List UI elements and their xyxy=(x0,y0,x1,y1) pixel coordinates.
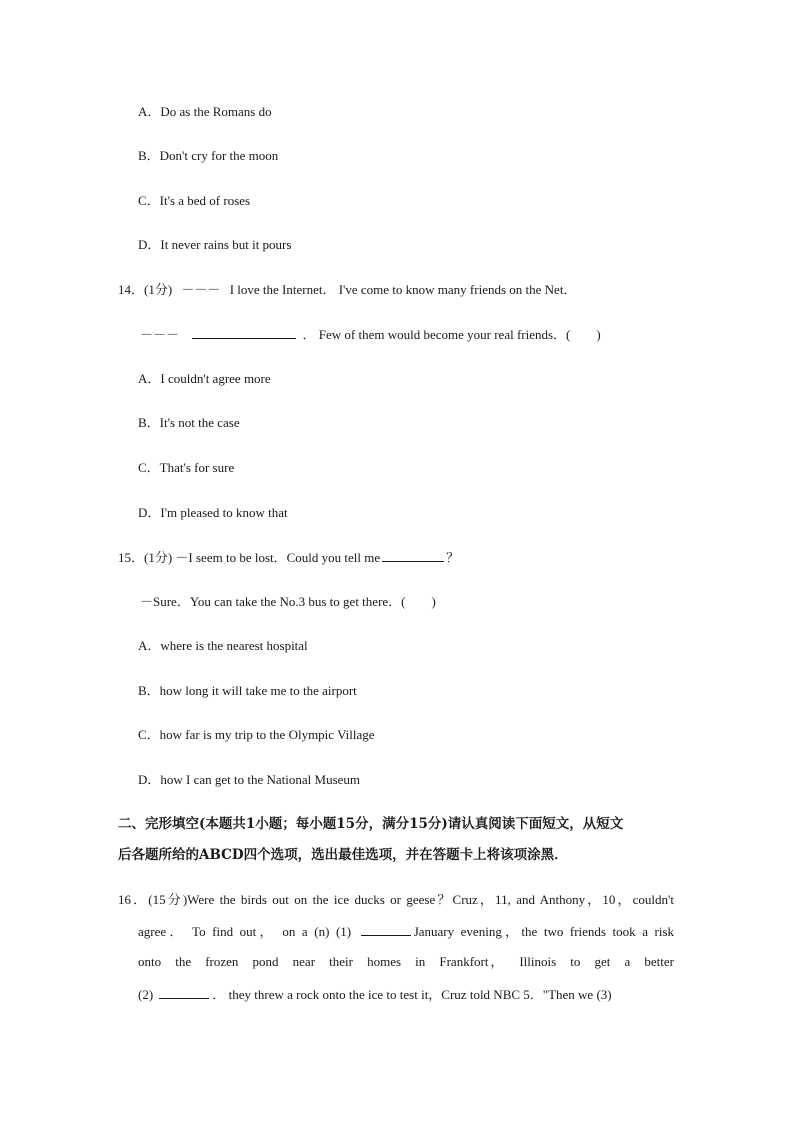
q13-option-a: A．Do as the Romans do xyxy=(138,104,272,119)
section2-heading-line2: 后各题所给的ABCD四个选项，选出最佳选项，并在答题卡上将该项涂黑． xyxy=(118,847,568,863)
q15-option-c: C．how far is my trip to the Olympic Village xyxy=(138,727,375,742)
q14-number: 14．(1分) xyxy=(118,282,173,297)
q15-stem xyxy=(118,548,459,567)
q14-option-b: B．It's not the case xyxy=(138,415,240,430)
q16-line4-end: ． they threw a rock onto the ice to test it，Cruz told NBC 5．"Then we (3) xyxy=(212,987,612,1002)
q14-response xyxy=(140,325,601,344)
q15-option-a: A．where is the nearest hospital xyxy=(138,638,308,653)
q14-dash: －－－ xyxy=(181,282,221,297)
q16-line2-start: agree． To find out， on a (n) (1) xyxy=(138,924,352,939)
section2-heading-line1: 二、完形填空(本题共1小题；每小题15分，满分15分)请认真阅读下面短文，从短文 xyxy=(118,816,624,832)
q15-stem-text: －I seem to be lost．Could you tell me xyxy=(175,550,381,565)
q14-stem-text: I love the Internet． I've come to know many friends on the Net． xyxy=(229,282,577,297)
q14-answer-blank xyxy=(192,325,296,339)
q16-blank-2 xyxy=(159,985,209,999)
q13-option-c: C．It's a bed of roses xyxy=(138,193,251,208)
q14-response-text: ． Few of them would become your real friends．( ) xyxy=(302,327,601,342)
q13-option-d: D．It never rains but it pours xyxy=(138,237,292,252)
q14-stem xyxy=(118,281,576,299)
q16-passage-line2 xyxy=(138,922,674,941)
q16-passage-line3: onto the frozen pond near their homes in Frankfort， Illinois to get a better xyxy=(138,954,674,969)
q14-option-d: D．I'm pleased to know that xyxy=(138,505,288,520)
q15-answer-blank xyxy=(382,548,444,562)
q15-stem-end: ？ xyxy=(446,550,460,565)
q16-blank-1 xyxy=(361,922,411,936)
q16-passage-line4 xyxy=(138,985,674,1004)
q14-response-dash: －－－ xyxy=(140,327,180,342)
q15-number: 15．(1分) xyxy=(118,550,173,565)
q14-option-a: A．I couldn't agree more xyxy=(138,371,271,386)
q13-option-b: B．Don't cry for the moon xyxy=(138,148,279,163)
q14-option-c: C．That's for sure xyxy=(138,460,235,475)
q15-option-b: B．how long it will take me to the airport xyxy=(138,683,357,698)
q16-passage-line1: 16．(15分)Were the birds out on the ice ducks or geese？Cruz，11, and Anthony，10，couldn't xyxy=(118,892,674,907)
q15-response: －Sure．You can take the No.3 bus to get there．( ) xyxy=(140,594,436,609)
q16-line4-start: (2) xyxy=(138,987,154,1002)
q16-line2-end: January evening，the two friends took a risk xyxy=(413,924,675,939)
q15-option-d: D．how I can get to the National Museum xyxy=(138,772,361,787)
